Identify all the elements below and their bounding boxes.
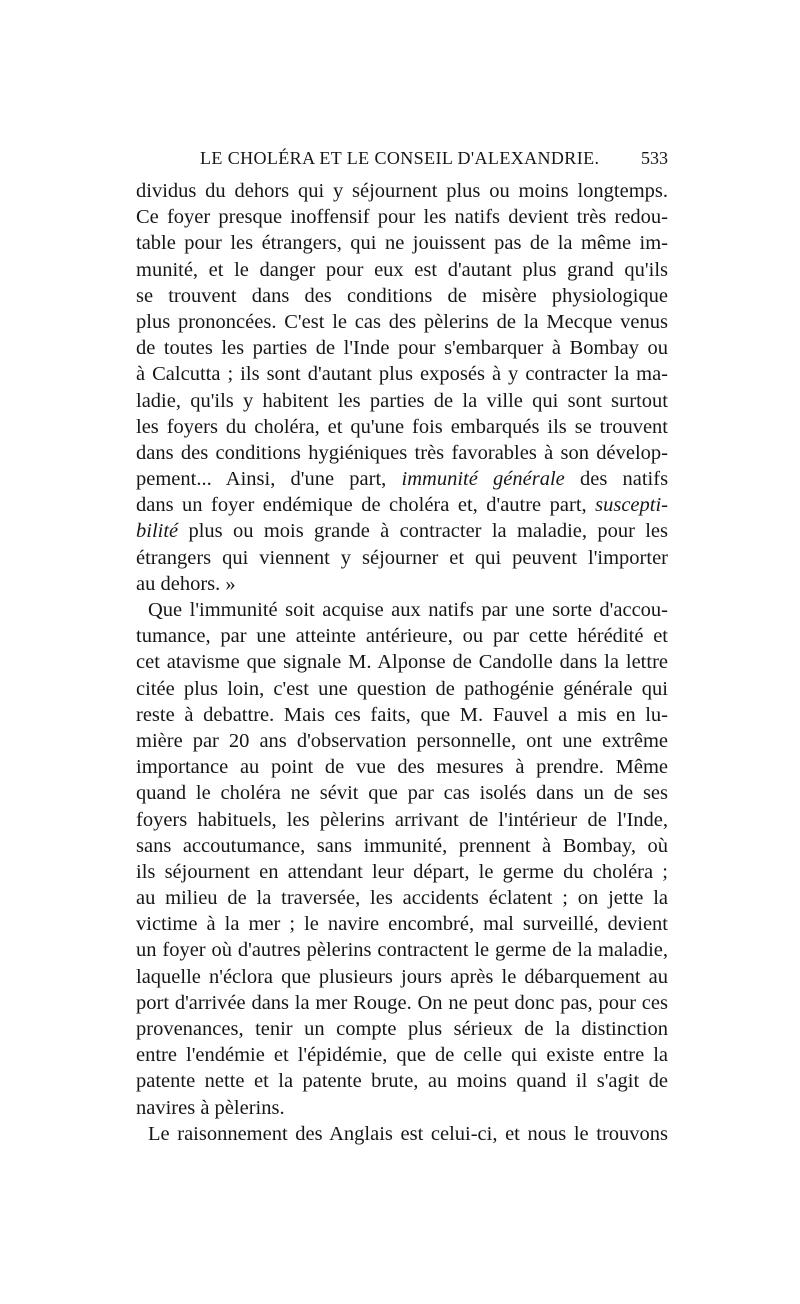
text-line: tumance, par une atteinte antérieure, ou par cette hérédité et — [136, 625, 668, 648]
text-line: sans accoutumance, sans immunité, prennent à Bombay, où — [136, 834, 668, 857]
text-line: table pour les étrangers, qui ne jouissent pas de la même im- — [136, 232, 668, 255]
italic-phrase: immunité générale — [401, 468, 565, 491]
text-line: à Calcutta ; ils sont d'autant plus exposés à y contracter la ma- — [136, 363, 668, 386]
text-line: se trouvent dans des conditions de misère physiologique — [136, 284, 668, 307]
paragraph-first-line: Le raisonnement des Anglais est celui-ci, et nous le trouvons — [148, 1122, 668, 1145]
text-run: des natifs — [579, 468, 669, 491]
text-line-mixed — [136, 466, 668, 492]
text-line: les foyers du choléra, et qu'une fois embarqués ils se trouvent — [136, 415, 668, 438]
text-line: provenances, tenir un compte plus sérieux de la distinction — [136, 1018, 668, 1040]
italic-phrase: suscepti- — [595, 494, 668, 517]
text-line: citée plus loin, c'est une question de pathogénie générale qui — [136, 677, 668, 700]
text-line: dividus du dehors qui y séjournent plus ou moins longtemps. — [136, 180, 668, 202]
text-line-mixed — [136, 492, 668, 518]
text-line: foyers habituels, les pèlerins arrivant de l'intérieur de l'Inde, — [136, 808, 668, 831]
text-line: un foyer où d'autres pèlerins contractent le germe de la maladie, — [136, 939, 668, 962]
text-line: ils séjournent en attendant leur départ, le germe du choléra ; — [136, 860, 668, 883]
text-line: entre l'endémie et l'épidémie, que de celle qui existe entre la — [136, 1044, 668, 1067]
text-line: cet atavisme que signale M. Alponse de Candolle dans la lettre — [136, 651, 668, 674]
text-line: reste à debattre. Mais ces faits, que M. Fauvel a mis en lu- — [136, 703, 668, 726]
text-line: Ce foyer presque inoffensif pour les natifs devient très redou- — [136, 206, 668, 229]
running-head — [136, 148, 668, 172]
text-line: patente nette et la patente brute, au moins quand il s'agit de — [136, 1070, 668, 1093]
text-run: dans un foyer endémique de choléra et, d'autre part, — [136, 494, 587, 517]
text-line: plus prononcées. C'est le cas des pèlerins de la Mecque venus — [136, 310, 668, 333]
text-line: victime à la mer ; le navire encombré, mal surveillé, devient — [136, 913, 668, 936]
text-line: importance au point de vue des mesures à prendre. Même — [136, 756, 668, 779]
page-number: 533 — [641, 148, 668, 168]
text-line: de toutes les parties de l'Inde pour s'embarquer à Bombay ou — [136, 337, 668, 360]
body-text — [136, 178, 668, 1147]
text-line: mière par 20 ans d'observation personnelle, ont une extrême — [136, 729, 668, 752]
text-line: quand le choléra ne sévit que par cas isolés dans un de ses — [136, 782, 668, 805]
text-line: ladie, qu'ils y habitent les parties de la ville qui sont surtout — [136, 389, 668, 412]
text-line: port d'arrivée dans la mer Rouge. On ne peut donc pas, pour ces — [136, 991, 668, 1014]
running-title: LE CHOLÉRA ET LE CONSEIL D'ALEXANDRIE. — [200, 148, 600, 168]
text-line: navires à pèlerins. — [136, 1096, 285, 1119]
text-line-mixed — [136, 518, 668, 544]
paragraph-first-line: Que l'immunité soit acquise aux natifs par une sorte d'accou- — [148, 599, 668, 621]
text-line: dans des conditions hygiéniques très favorables à son dévelop- — [136, 441, 668, 464]
text-run: plus ou mois grande à contracter la maladie, pour les — [188, 520, 669, 543]
text-run: pement... Ainsi, d'une part, — [136, 468, 387, 491]
text-line: au dehors. » — [136, 572, 236, 595]
text-line: étrangers qui viennent y séjourner et qui peuvent l'importer — [136, 546, 668, 569]
text-line: au milieu de la traversée, les accidents éclatent ; on jette la — [136, 887, 668, 910]
italic-phrase: bilité — [136, 520, 179, 543]
text-line: munité, et le danger pour eux est d'autant plus grand qu'ils — [136, 258, 668, 281]
text-line: laquelle n'éclora que plusieurs jours après le débarquement au — [136, 965, 668, 988]
